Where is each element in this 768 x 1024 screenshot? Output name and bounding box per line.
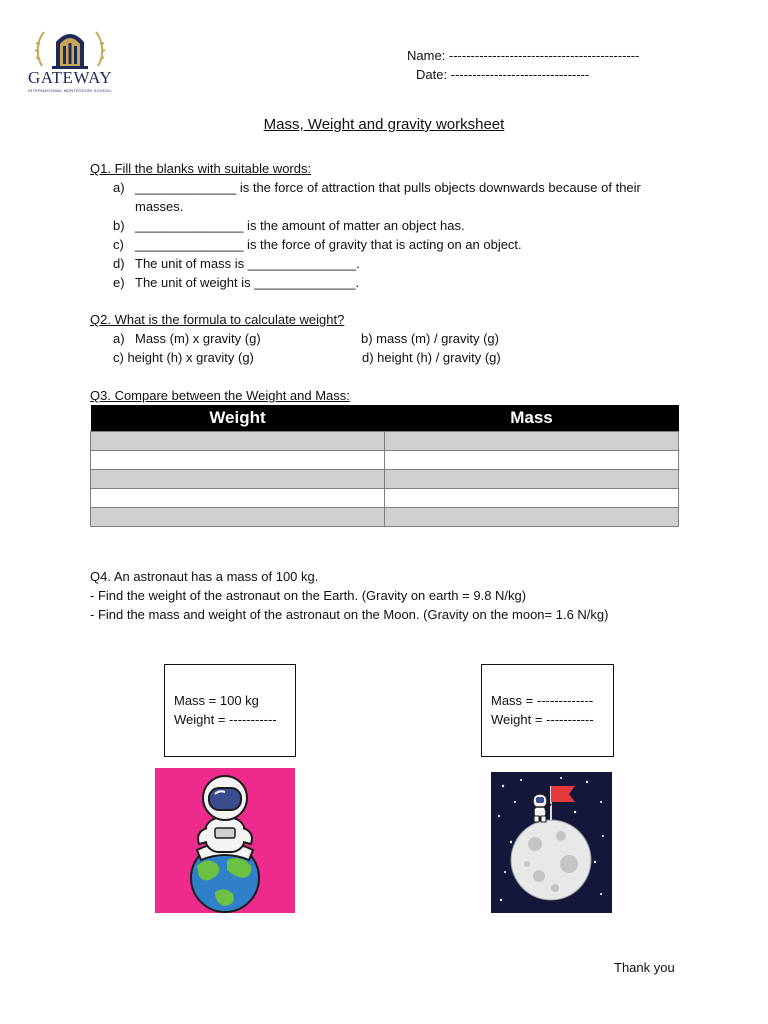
item-text: masses. [135, 199, 184, 214]
crest-icon [28, 26, 112, 70]
q4-question: Q4. An astronaut has a mass of 100 kg. [90, 569, 319, 584]
q2-heading: Q2. What is the formula to calculate weight? [90, 312, 345, 327]
earth-mass: Mass = 100 kg [174, 693, 259, 708]
mass-cell[interactable] [385, 451, 679, 470]
table-row [91, 451, 679, 470]
mass-cell[interactable] [385, 432, 679, 451]
moon-weight[interactable]: Weight = ----------- [491, 712, 594, 727]
item-text: ______________ is the force of attraction that pulls objects downwards because of their [135, 180, 641, 195]
q2-option-b: b) mass (m) / gravity (g) [361, 331, 499, 346]
thank-you-note: Thank you [614, 960, 675, 975]
moon-answer-box [481, 664, 614, 757]
weight-cell[interactable] [91, 451, 385, 470]
date-field[interactable]: Date: -------------------------------- [416, 67, 590, 82]
mass-column-header: Mass [385, 405, 679, 432]
item-text: The unit of mass is _______________. [135, 256, 360, 271]
item-label: c) [113, 237, 124, 252]
table-row [91, 489, 679, 508]
q3-heading: Q3. Compare between the Weight and Mass: [90, 388, 350, 403]
q1-heading: Q1. Fill the blanks with suitable words: [90, 161, 312, 176]
table-row [91, 470, 679, 489]
page-title [0, 116, 768, 133]
logo-name: GATEWAY [28, 68, 113, 87]
q1-list [0, 180, 768, 300]
astronaut-on-earth-icon [155, 768, 295, 913]
weight-cell[interactable] [91, 432, 385, 451]
logo-subtitle: INTERNATIONAL MONTESSORI SCHOOL [28, 88, 112, 93]
weight-cell[interactable] [91, 489, 385, 508]
item-label: e) [113, 275, 125, 290]
weight-cell[interactable] [91, 508, 385, 527]
name-field[interactable]: Name: -------------------------------------------- [407, 48, 640, 63]
item-text: The unit of weight is ______________. [135, 275, 360, 290]
page-title-text: Mass, Weight and gravity worksheet [263, 116, 505, 133]
weight-cell[interactable] [91, 470, 385, 489]
astronaut-on-moon-icon [491, 772, 612, 913]
mass-cell[interactable] [385, 470, 679, 489]
item-label: d) [113, 256, 125, 271]
school-logo [28, 26, 112, 96]
weight-column-header: Weight [91, 405, 385, 432]
q2-option-a: Mass (m) x gravity (g) [135, 331, 261, 346]
table-row [91, 432, 679, 451]
q2-option-d: d) height (h) / gravity (g) [362, 350, 501, 365]
mass-cell[interactable] [385, 508, 679, 527]
item-text: _______________ is the force of gravity that is acting on an object. [135, 237, 522, 252]
q2-option-c: c) height (h) x gravity (g) [113, 350, 254, 365]
moon-mass[interactable]: Mass = ------------- [491, 693, 594, 708]
item-label: b) [113, 218, 125, 233]
table-row [91, 508, 679, 527]
q4-moon-task: - Find the mass and weight of the astronaut on the Moon. (Gravity on the moon= 1.6 N/kg) [90, 607, 609, 622]
earth-weight[interactable]: Weight = ----------- [174, 712, 277, 727]
table-header-row [91, 405, 679, 432]
item-text: _______________ is the amount of matter an object has. [135, 218, 465, 233]
earth-answer-box [164, 664, 296, 757]
comparison-table [90, 405, 679, 527]
mass-cell[interactable] [385, 489, 679, 508]
item-label: a) [113, 180, 125, 195]
q2-option-a-label: a) [113, 331, 125, 346]
q4-earth-task: - Find the weight of the astronaut on the Earth. (Gravity on earth = 9.8 N/kg) [90, 588, 527, 603]
